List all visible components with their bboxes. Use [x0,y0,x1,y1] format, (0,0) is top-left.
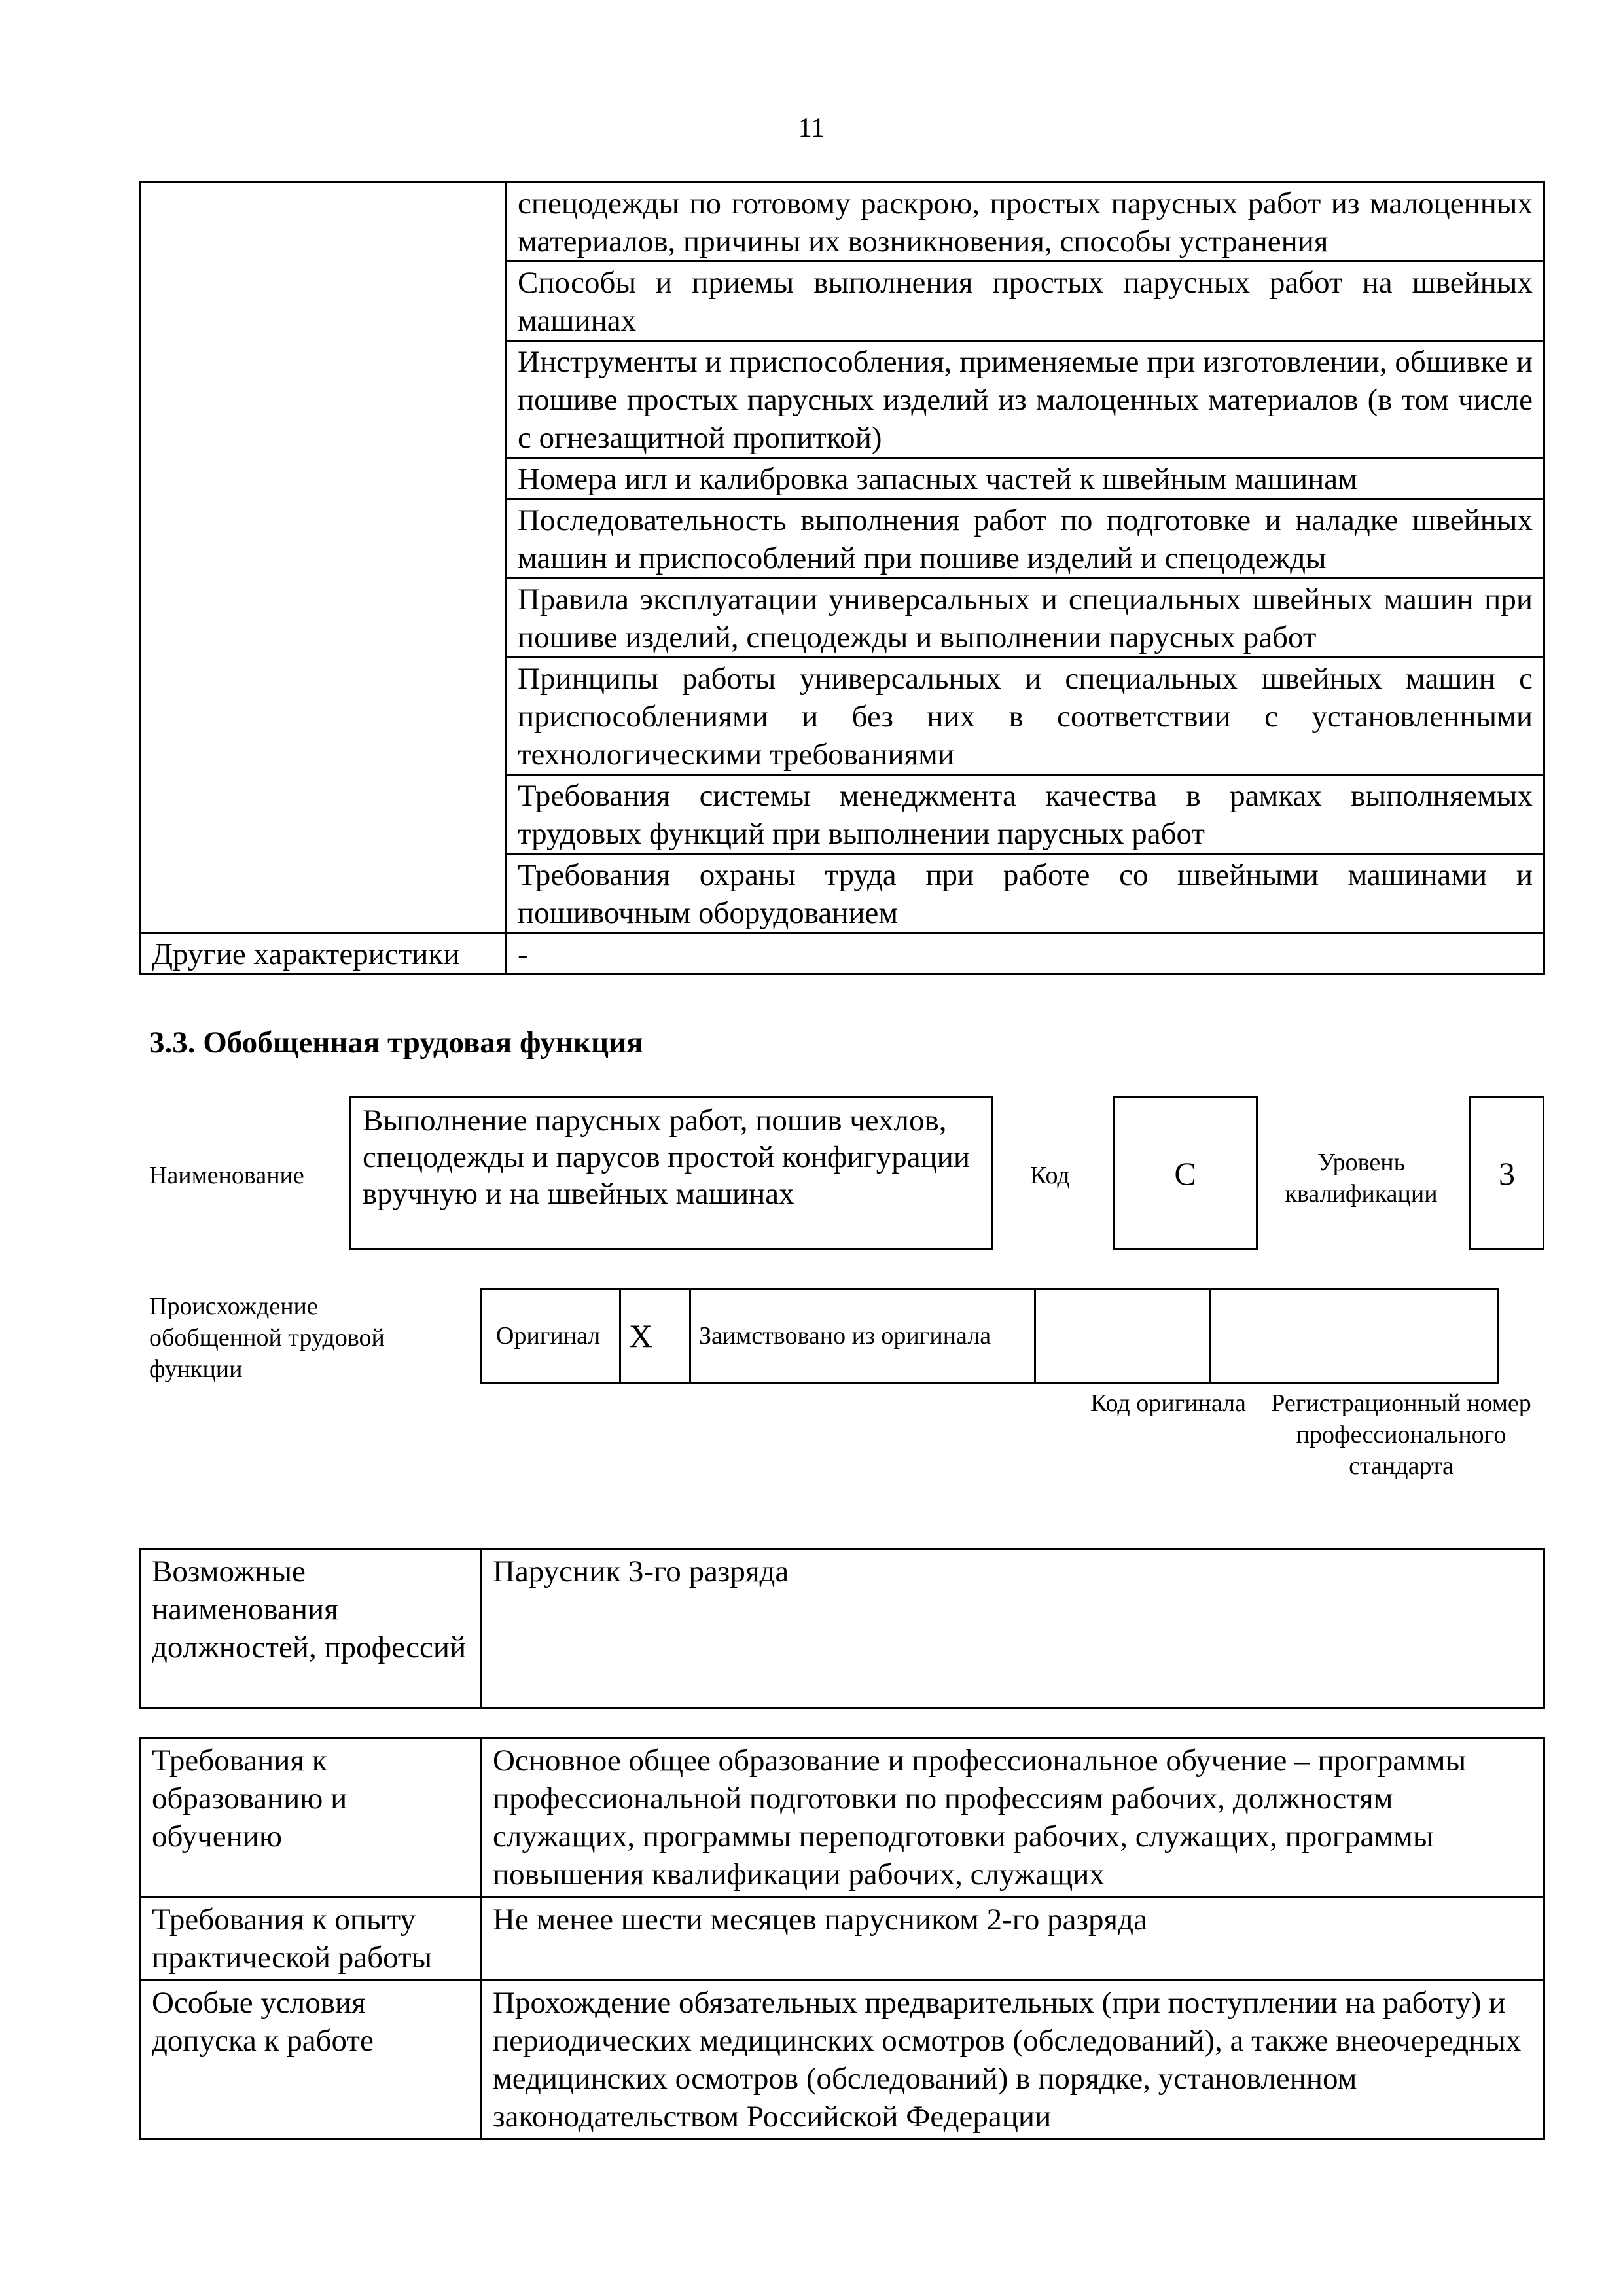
registration-number-caption: Регистрационный номер профессионального стандарта [1271,1390,1531,1480]
origin-table [480,1288,1499,1384]
positions-table [139,1548,1545,1709]
knowledge-item: Способы и приемы выполнения простых парусных работ на швейных машинах [507,262,1544,341]
knowledge-item: Принципы работы универсальных и специальных швейных машин с приспособлениями и без них в соответствии с установленными технологическими требованиями [507,658,1544,775]
original-mark: X [620,1289,690,1383]
borrowed-label: Заимствовано из оригинала [690,1289,1035,1383]
level-label: Уровень квалификации [1285,1149,1438,1208]
positions-label: Возможные наименования должностей, профессий [141,1549,482,1708]
admission-conditions-value: Прохождение обязательных предварительных (при поступлении на работу) и периодических медицинских осмотров (обследований), а также внеочередных медицинских осмотров (обследований) в порядке, установленном законодательством Российской Федерации [482,1981,1544,2140]
experience-requirements-label: Требования к опыту практической работы [141,1897,482,1981]
original-code-caption: Код оригинала [1090,1390,1246,1417]
positions-value: Парусник 3-го разряда [482,1549,1544,1708]
knowledge-item: Инструменты и приспособления, применяемые при изготовлении, обшивке и пошиве простых парусных изделий из малоценных материалов (в том числе с огнезащитной пропиткой) [507,341,1544,458]
code-value: C [1113,1096,1258,1250]
table-row [141,1897,1544,1981]
admission-conditions-label: Особые условия допуска к работе [141,1981,482,2140]
original-label: Оригинал [481,1289,620,1383]
original-code-cell [1035,1289,1210,1383]
table-row [141,933,1544,975]
knowledge-item: Последовательность выполнения работ по подготовке и наладке швейных машин и приспособлений при пошиве изделий и спецодежды [507,499,1544,579]
knowledge-item: Требования системы менеджмента качества в рамках выполняемых трудовых функций при выполнении парусных работ [507,775,1544,854]
name-label: Наименование [149,1162,304,1189]
page-number: 11 [798,113,825,143]
requirements-table [139,1737,1545,2140]
knowledge-item: Номера игл и калибровка запасных частей к швейным машинам [507,458,1544,499]
experience-requirements-value: Не менее шести месяцев парусником 2-го разряда [482,1897,1544,1981]
knowledge-item: Требования охраны труда при работе со швейными машинами и пошивочным оборудованием [507,854,1544,933]
origin-label: Происхождение обобщенной трудовой функции [149,1293,385,1383]
section-heading: 3.3. Обобщенная трудовая функция [149,1026,643,1060]
other-characteristics-label: Другие характеристики [141,933,507,975]
table-row [141,1738,1544,1897]
registration-number-cell [1210,1289,1499,1383]
knowledge-item: спецодежды по готовому раскрою, простых парусных работ из малоценных материалов, причины их возникновения, способы устранения [507,183,1544,262]
table-row [141,183,1544,262]
education-requirements-value: Основное общее образование и профессиональное обучение – программы профессиональной подготовки по профессиям рабочих, должностям служащих, программы переподготовки рабочих, служащих, программы повышения квалификации рабочих, служащих [482,1738,1544,1897]
other-characteristics-value: - [507,933,1544,975]
knowledge-item: Правила эксплуатации универсальных и специальных швейных машин при пошиве изделий, спецодежды и выполнении парусных работ [507,579,1544,658]
code-label: Код [1030,1162,1070,1189]
level-value: 3 [1469,1096,1544,1250]
knowledge-table [139,181,1545,975]
table-cell-empty [141,183,507,933]
name-value: Выполнение парусных работ, пошив чехлов, спецодежды и парусов простой конфигурации вручную и на швейных машинах [349,1096,993,1250]
table-row [141,1981,1544,2140]
table-row [481,1289,1499,1383]
table-row [141,1549,1544,1708]
education-requirements-label: Требования к образованию и обучению [141,1738,482,1897]
